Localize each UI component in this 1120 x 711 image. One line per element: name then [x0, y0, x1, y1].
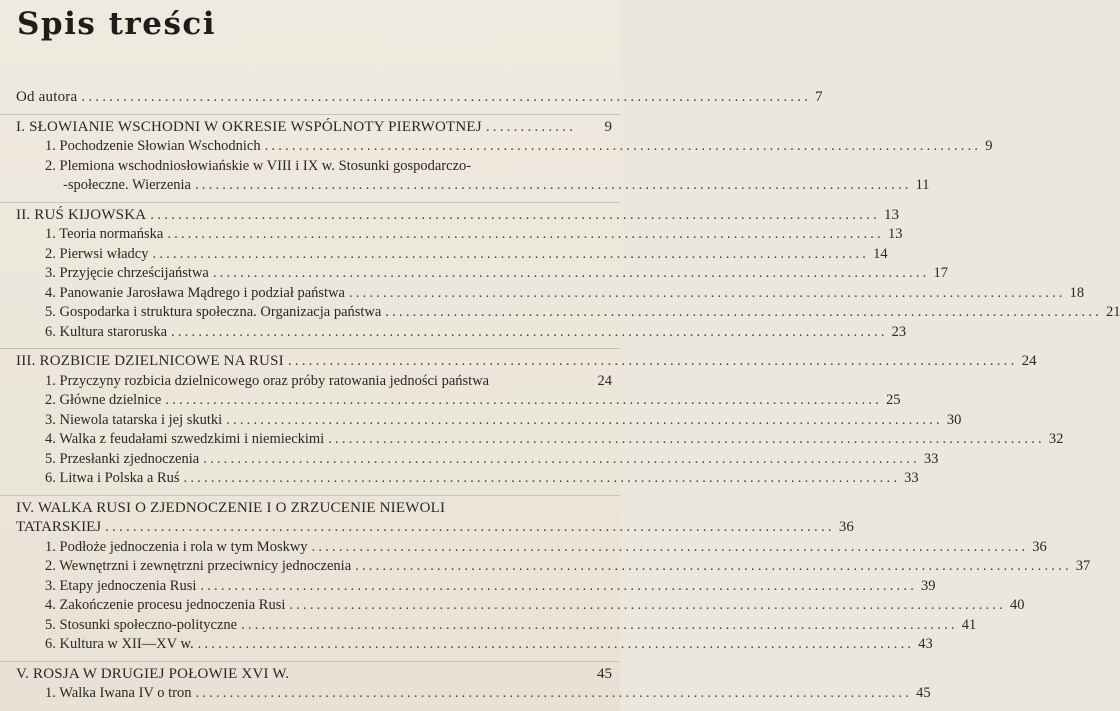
toc-entry-label: 5. Przesłanki zjednoczenia — [45, 450, 200, 467]
toc-entry-page: 43 — [918, 636, 933, 652]
toc-entry-label-line1: 2. Plemiona wschodniosłowiańskie w VIII i IX w. Stosunki gospodarczo- — [45, 157, 472, 174]
toc-entry-page: 30 — [946, 411, 962, 428]
toc-section-part-5 — [0, 661, 931, 704]
toc-entry-label: 3. Niewola tatarska i jej skutki — [45, 411, 223, 428]
leader-dots: ......................................................................................................... — [289, 597, 1006, 613]
toc-entry-label: 4. Walka z feudałami szwedzkimi i niemieckimi — [45, 431, 325, 447]
toc-entry-page: 23 — [891, 323, 907, 340]
toc-entry-label: 2. Wewnętrzni i zewnętrzni przeciwnicy jednoczenia — [45, 558, 352, 574]
leader-dots: ......................................................................................................... — [264, 138, 982, 154]
toc-entry-page: 7 — [815, 89, 823, 105]
toc-entry-label: 5. Stosunki społeczno-polityczne — [45, 616, 238, 633]
toc-chapter-2-6[interactable] — [0, 323, 907, 343]
toc-chapter-4-3[interactable] — [0, 577, 936, 597]
toc-entry-page: 45 — [597, 665, 612, 682]
toc-chapter-3-5[interactable] — [0, 450, 939, 470]
toc-chapter-1-2[interactable] — [0, 157, 930, 196]
leader-dots: ......................................................................................................... — [195, 685, 913, 701]
toc-chapter-4-5[interactable] — [0, 616, 977, 636]
toc-section-part-1 — [0, 114, 993, 196]
leader-dots: ......................................................................................................... — [105, 519, 835, 535]
leader-dots: ......................................................................................................... — [165, 392, 882, 408]
toc-entry-label: 6. Kultura staroruska — [45, 323, 168, 340]
toc-entry-page: 13 — [884, 206, 900, 223]
leader-dots: ............. — [485, 118, 577, 135]
leader-dots: ......................................................................................................... — [81, 89, 812, 105]
toc-entry-page: 45 — [916, 685, 931, 701]
toc-part-2[interactable] — [0, 206, 900, 226]
leader-dots: ......................................................................................................... — [200, 577, 918, 594]
toc-part-4[interactable] — [0, 499, 854, 538]
toc-chapter-3-1[interactable] — [0, 372, 620, 392]
page-title: Spis treści — [17, 6, 217, 42]
toc-entry-label-line1: IV. WALKA RUSI O ZJEDNOCZENIE I O ZRZUCENIE NIEWOLI — [16, 499, 446, 516]
toc-part-1[interactable] — [0, 118, 620, 138]
leader-dots: ......................................................................................................... — [385, 304, 1102, 320]
leader-dots: ......................................................................................................... — [355, 558, 1072, 574]
toc-section-part-4 — [0, 495, 1091, 655]
toc-chapter-1-1[interactable] — [0, 137, 993, 157]
toc-chapter-4-4[interactable] — [0, 596, 1025, 616]
leader-dots: ......................................................................................................... — [152, 245, 870, 262]
toc-entry-label: 1. Walka Iwana IV o tron — [45, 685, 192, 701]
toc-chapter-2-1[interactable] — [0, 225, 903, 245]
toc-chapter-4-1[interactable] — [0, 538, 1047, 558]
toc-chapter-2-5[interactable] — [0, 303, 1120, 323]
toc-entry-page: 14 — [873, 245, 888, 262]
toc-entry-label: 1. Teoria normańska — [45, 226, 164, 242]
leader-dots: ......................................................................................................... — [183, 470, 901, 486]
toc-entry-label: 1. Przyczyny rozbicia dzielnicowego oraz próby ratowania jedności państwa — [45, 372, 490, 389]
toc-entry-page: 9 — [985, 138, 993, 154]
toc-entry-label: 1. Pochodzenie Słowian Wschodnich — [45, 138, 261, 154]
toc-chapter-2-4[interactable] — [0, 284, 1085, 304]
toc-entry-label: TATARSKIEJ — [16, 519, 102, 535]
leader-dots: ......................................................................................................... — [226, 411, 943, 428]
toc-entry-label: V. ROSJA W DRUGIEJ POŁOWIE XVI W. — [16, 665, 290, 682]
toc-section-part-3 — [0, 348, 1064, 489]
toc-entry-label: 2. Pierwsi władcy — [45, 245, 149, 262]
toc-chapter-3-4[interactable] — [0, 430, 1064, 450]
toc-entry-label: 3. Etapy jednoczenia Rusi — [45, 577, 197, 594]
leader-dots: ......................................................................................................... — [197, 636, 915, 652]
leader-dots: ......................................................................................................... — [212, 265, 930, 281]
leader-dots: ......................................................................................................... — [171, 323, 888, 340]
toc-entry-label: I. SŁOWIANIE WSCHODNI W OKRESIE WSPÓLNOTY PIERWOTNEJ — [16, 118, 482, 135]
leader-dots: ......................................................................................................... — [328, 431, 1045, 447]
toc-entry-label: III. ROZBICIE DZIELNICOWE NA RUSI — [16, 353, 284, 369]
leader-dots: ......................................................................................................... — [287, 353, 1018, 369]
leader-dots: ......................................................................................................... — [241, 616, 958, 633]
toc-entry-page: 17 — [933, 265, 948, 281]
toc-entry-page: 40 — [1010, 597, 1025, 613]
leader-dots: ......................................................................................................... — [194, 177, 912, 193]
toc-entry-page: 9 — [604, 118, 612, 135]
toc-entry-label: 1. Podłoże jednoczenia i rola w tym Moskwy — [45, 538, 308, 555]
toc-entry-page: 18 — [1069, 284, 1085, 301]
toc-chapter-4-2[interactable] — [0, 557, 1091, 577]
toc-entry-page: 33 — [923, 450, 939, 467]
toc-entry-page: 36 — [838, 519, 854, 535]
toc-entry-label: II. RUŚ KIJOWSKA — [16, 206, 147, 223]
toc-entry-page: 33 — [904, 470, 919, 486]
leader-dots: ......................................................................................................... — [150, 206, 881, 223]
toc-entry-label: Od autora — [16, 89, 78, 105]
leader-dots: ......................................................................................................... — [167, 226, 884, 242]
toc-entry-label: 6. Kultura w XII—XV w. — [45, 636, 194, 652]
leader-dots: ......................................................................................................... — [203, 450, 920, 467]
toc-entry-label: 3. Przyjęcie chrześcijaństwa — [45, 265, 209, 281]
toc-chapter-2-3[interactable] — [0, 264, 948, 284]
table-of-contents — [0, 88, 1120, 704]
toc-entry-label: 2. Główne dzielnice — [45, 392, 162, 408]
toc-entry-author[interactable] — [0, 88, 823, 108]
leader-dots: ......................................................................................................... — [311, 538, 1029, 555]
toc-entry-label: 4. Zakończenie procesu jednoczenia Rusi — [45, 597, 286, 613]
toc-section-preface — [0, 88, 823, 108]
toc-entry-label: -społeczne. Wierzenia — [63, 177, 191, 193]
toc-entry-page: 21 — [1105, 304, 1120, 320]
toc-chapter-3-3[interactable] — [0, 411, 962, 431]
toc-entry-label: 5. Gospodarka i struktura społeczna. Organizacja państwa — [45, 304, 382, 320]
toc-entry-page: 41 — [961, 616, 977, 633]
toc-chapter-3-6[interactable] — [0, 469, 919, 489]
toc-entry-page: 36 — [1032, 538, 1047, 555]
toc-part-3[interactable] — [0, 352, 1037, 372]
toc-entry-label: 4. Panowanie Jarosława Mądrego i podział państwa — [45, 284, 345, 301]
toc-entry-page: 24 — [597, 372, 612, 389]
toc-entry-page: 32 — [1048, 431, 1064, 447]
toc-chapter-4-6[interactable] — [0, 635, 933, 655]
toc-chapter-5-1[interactable] — [0, 684, 931, 704]
toc-part-5[interactable] — [0, 665, 620, 685]
toc-entry-page: 24 — [1021, 353, 1037, 369]
leader-dots: ......................................................................................................... — [348, 284, 1066, 301]
toc-entry-page: 39 — [921, 577, 936, 594]
toc-entry-page: 11 — [915, 177, 930, 193]
toc-entry-page: 25 — [886, 392, 901, 408]
toc-entry-page: 37 — [1075, 558, 1091, 574]
toc-entry-label: 6. Litwa i Polska a Ruś — [45, 470, 180, 486]
toc-section-part-2 — [0, 202, 1120, 343]
toc-chapter-2-2[interactable] — [0, 245, 888, 265]
toc-chapter-3-2[interactable] — [0, 391, 901, 411]
toc-entry-page: 13 — [887, 226, 903, 242]
